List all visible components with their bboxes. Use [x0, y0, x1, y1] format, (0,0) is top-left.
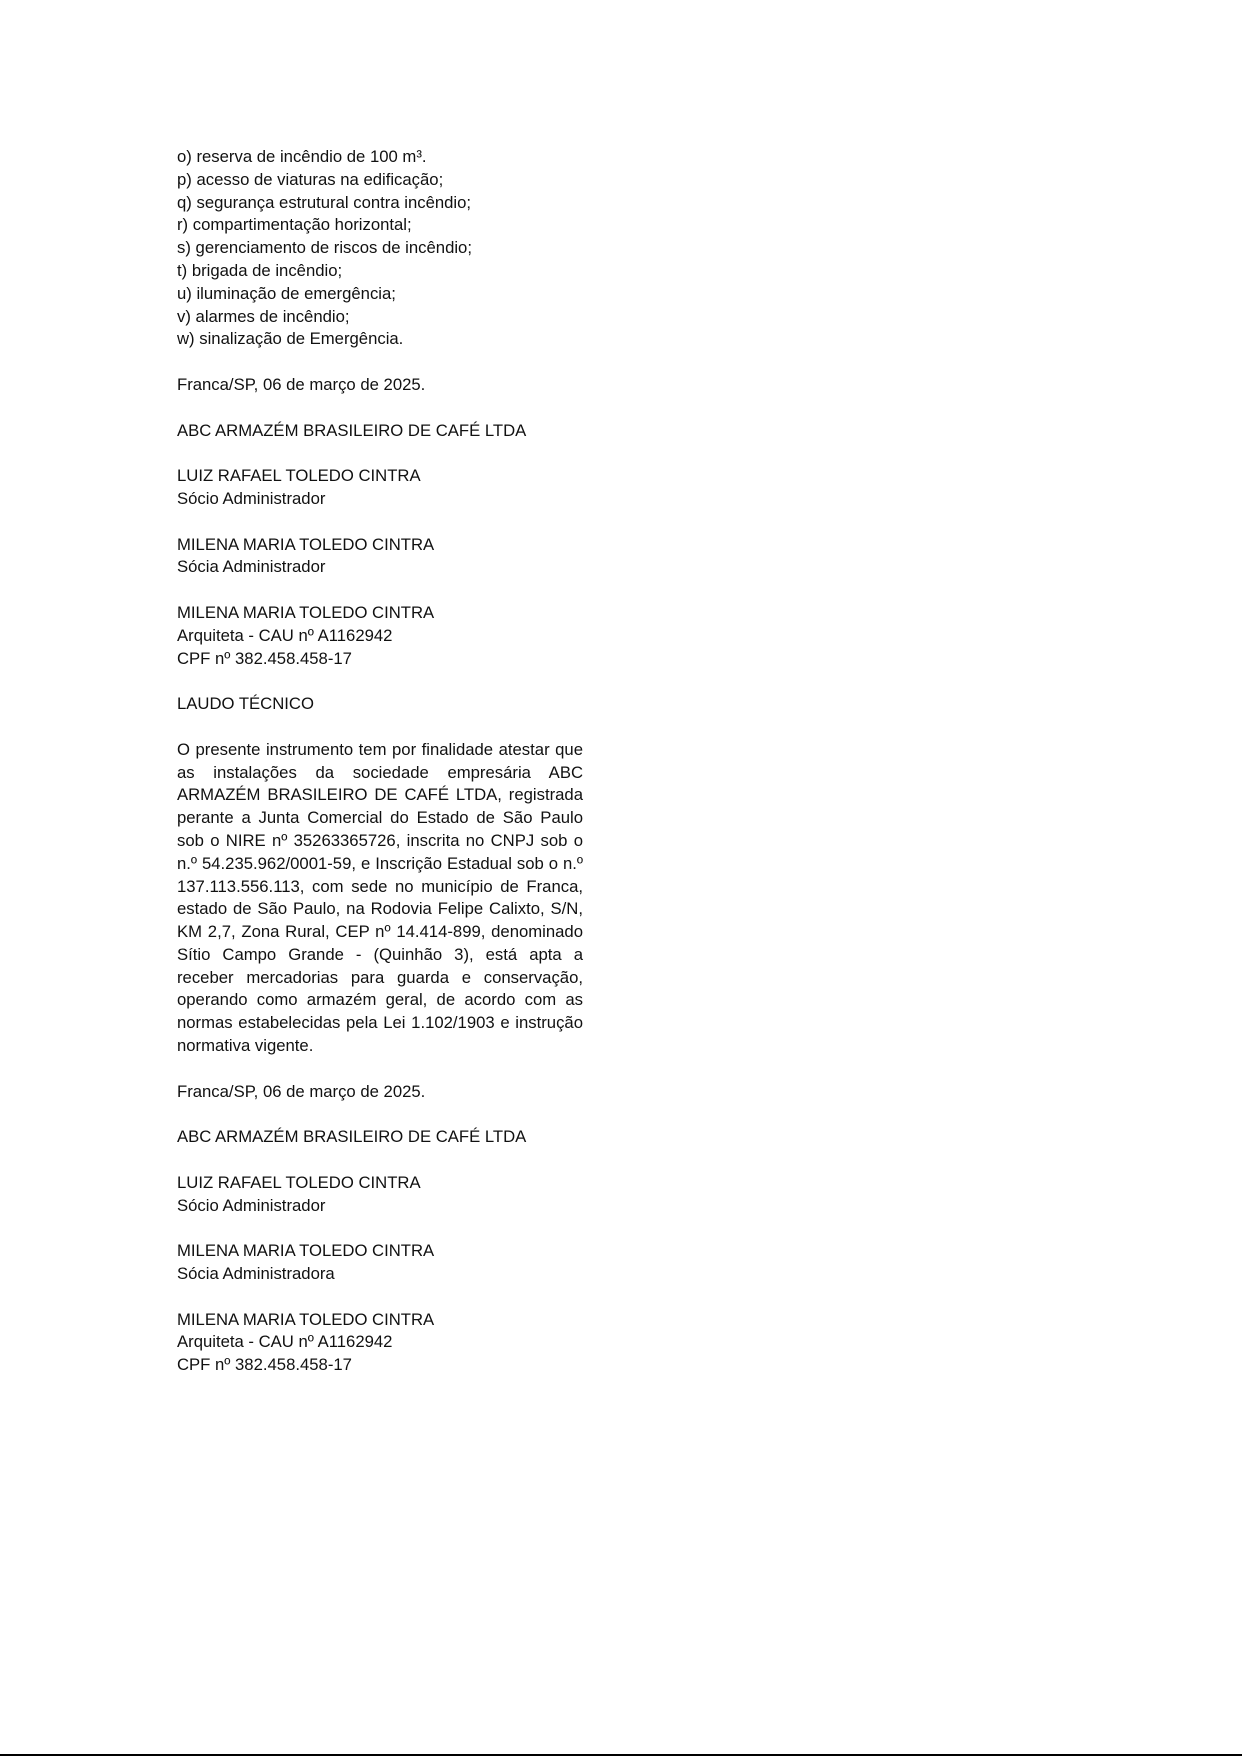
signature-block-2	[177, 1081, 583, 1377]
signer-name: MILENA MARIA TOLEDO CINTRA	[177, 1241, 435, 1261]
signer-name: LUIZ RAFAEL TOLEDO CINTRA	[177, 1172, 421, 1192]
list-item: r) compartimentação horizontal;	[177, 215, 412, 235]
laudo-section	[177, 693, 583, 1058]
list-item: t) brigada de incêndio;	[177, 260, 343, 280]
signer-role: Sócio Administrador	[177, 488, 326, 508]
architect-cpf: CPF nº 382.458.458-17	[177, 1355, 352, 1375]
architect-cau: Arquiteta - CAU nº A1162942	[177, 1332, 393, 1352]
date-line: Franca/SP, 06 de março de 2025.	[177, 374, 426, 394]
architect-name: MILENA MARIA TOLEDO CINTRA	[177, 602, 435, 622]
architect-cpf: CPF nº 382.458.458-17	[177, 648, 352, 668]
company-name: ABC ARMAZÉM BRASILEIRO DE CAFÉ LTDA	[177, 1127, 527, 1147]
signer-role: Sócio Administrador	[177, 1195, 326, 1215]
date-line: Franca/SP, 06 de março de 2025.	[177, 1081, 426, 1101]
document-body	[177, 146, 583, 1377]
signer-name: MILENA MARIA TOLEDO CINTRA	[177, 534, 435, 554]
fire-safety-list	[177, 146, 583, 351]
section-title: LAUDO TÉCNICO	[177, 694, 314, 714]
signer-role: Sócia Administrador	[177, 557, 326, 577]
signature-block-1	[177, 374, 583, 670]
architect-cau: Arquiteta - CAU nº A1162942	[177, 625, 393, 645]
list-item: q) segurança estrutural contra incêndio;	[177, 192, 472, 212]
list-item: w) sinalização de Emergência.	[177, 329, 404, 349]
signer-name: LUIZ RAFAEL TOLEDO CINTRA	[177, 466, 421, 486]
architect-name: MILENA MARIA TOLEDO CINTRA	[177, 1309, 435, 1329]
signer-role: Sócia Administradora	[177, 1264, 335, 1284]
laudo-paragraph: O presente instrumento tem por finalidade atestar que as instalações da sociedade empresária ABC ARMAZÉM BRASILEIRO DE CAFÉ LTDA, registrada perante a Junta Comercial do Estado de São Paulo sob o NIRE nº 35263365726, inscrita no CNPJ sob o n.º 54.235.962/0001-59, e Inscrição Estadual sob o n.º 137.113.556.113, com sede no município de Franca, estado de São Paulo, na Rodovia Felipe Calixto, S/N, KM 2,7, Zona Rural, CEP nº 14.414-899, denominado Sítio Campo Grande - (Quinhão 3), está apta a receber mercadorias para guarda e conservação, operando como armazém geral, de acordo com as normas estabelecidas pela Lei 1.102/1903 e instrução normativa vigente.	[177, 739, 583, 1056]
list-item: s) gerenciamento de riscos de incêndio;	[177, 238, 472, 258]
list-item: p) acesso de viaturas na edificação;	[177, 169, 444, 189]
company-name: ABC ARMAZÉM BRASILEIRO DE CAFÉ LTDA	[177, 420, 527, 440]
list-item: u) iluminação de emergência;	[177, 283, 396, 303]
list-item: o) reserva de incêndio de 100 m³.	[177, 147, 427, 166]
list-item: v) alarmes de incêndio;	[177, 306, 350, 326]
